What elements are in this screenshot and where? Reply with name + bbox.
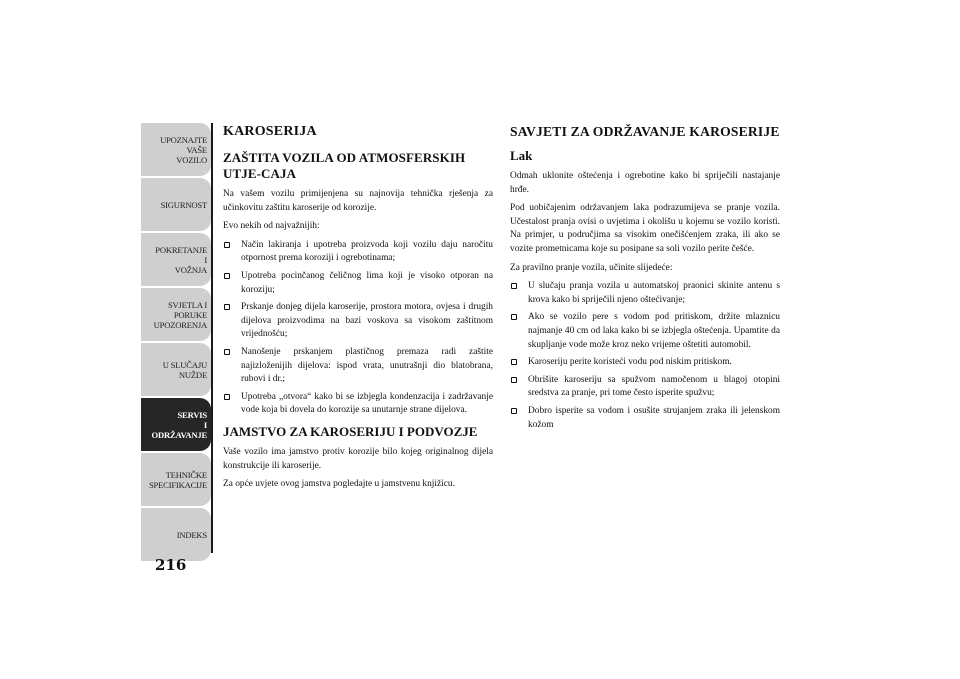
- checkbox-bullet-icon: [224, 273, 230, 279]
- list-item: Karoseriju perite koristeći vodu pod niskim pritiskom.: [510, 356, 780, 370]
- chapter-tab-label: SERVIS: [177, 409, 207, 420]
- chapter-tabs: [141, 123, 211, 563]
- list-item: U slučaju pranja vozila u automatskoj praonici skinite antenu s krova kako bi spriječili njeno oštećivanje;: [510, 280, 780, 307]
- paragraph: Pod uobičajenim održavanjem laka podrazumijeva se pranje vozila. Učestalost pranja ovisi o uvjetima i okolišu u kojemu se vozilo koristi. Na primjer, u područjima sa visokim onečišćenjem zraka, ili ako se vozite prometnicama koje su posipane sa soli vozilo perite češće.: [510, 203, 780, 254]
- chapter-tab-label: UPOZNAJTE: [160, 134, 207, 145]
- chapter-tab[interactable]: [141, 453, 211, 506]
- chapter-tab-label: VAŠE: [186, 144, 207, 155]
- sidebar-divider: [211, 123, 213, 553]
- chapter-tab-label: SVJETLA I: [167, 299, 207, 310]
- chapter-tab[interactable]: [141, 508, 211, 561]
- right-column: [510, 124, 780, 436]
- chapter-tab-label: SIGURNOST: [160, 199, 207, 210]
- chapter-tab-label: POKRETANJE: [155, 244, 207, 255]
- chapter-tab-label: VOŽNJA: [174, 264, 207, 275]
- paragraph: Na vašem vozilu primijenjena su najnovija tehnička rješenja za učinkovitu zaštitu karoserije od korozije.: [223, 189, 493, 213]
- paragraph: Za opće uvjete ovog jamstva pogledajte u jamstvenu knjižicu.: [223, 479, 455, 490]
- page-number: 216: [155, 556, 187, 574]
- list-item: Obrišite karoseriju sa spužvom namočenom u blagoj otopini sredstva za pranje, pri tome često isperite spužvu;: [510, 374, 780, 401]
- chapter-tab-label: INDEKS: [176, 529, 207, 540]
- bullet-list: [223, 239, 493, 418]
- checkbox-bullet-icon: [511, 314, 517, 320]
- list-item: Prskanje donjeg dijela karoserije, prostora motora, ovjesa i drugih dijelova proizvodima na bazi voskova sa visokom zaštitnom vrijednošću;: [223, 301, 493, 342]
- chapter-tab[interactable]: [141, 343, 211, 396]
- checkbox-bullet-icon: [511, 408, 517, 414]
- section-title: KAROSERIJA: [223, 124, 317, 139]
- paragraph: Odmah uklonite oštećenja i ogrebotine kako bi spriječili nastajanje hrđe.: [510, 171, 780, 195]
- bullet-list: [510, 280, 780, 432]
- chapter-tab-label: I: [203, 419, 207, 430]
- paragraph: Evo nekih od najvažnijih:: [223, 221, 320, 232]
- chapter-tab-label: SPECIFIKACIJE: [148, 479, 207, 490]
- section-heading-warranty: JAMSTVO ZA KAROSERIJU I PODVOZJE: [223, 423, 478, 439]
- chapter-tab[interactable]: [141, 233, 211, 286]
- checkbox-bullet-icon: [224, 394, 230, 400]
- chapter-tab[interactable]: [141, 288, 211, 341]
- chapter-tab-label: TEHNIČKE: [165, 469, 207, 480]
- chapter-tab-label: I: [204, 254, 207, 265]
- list-item: Nanošenje prskanjem plastičnog premaza radi zaštite najizloženijih dijelova: ispod vrata, unutrašnji dio blatobrana, rubovi i dr.;: [223, 346, 493, 387]
- checkbox-bullet-icon: [511, 377, 517, 383]
- list-item: Upotreba pocinčanog čeličnog lima koji je visoko otporan na koroziju;: [223, 270, 493, 297]
- left-column: [223, 124, 493, 497]
- chapter-tab-label: U SLUČAJU: [162, 359, 207, 370]
- chapter-tab-label: PORUKE: [173, 309, 207, 320]
- chapter-tab[interactable]: [141, 398, 211, 451]
- list-item: Ako se vozilo pere s vodom pod pritiskom, držite mlaznicu najmanje 40 cm od laka kako bi se izbjegla oštećenja. Upamtite da skupljanje vode može kroz neko vrijeme oštetiti automobil.: [510, 311, 780, 352]
- checkbox-bullet-icon: [511, 283, 517, 289]
- list-item: Dobro isperite sa vodom i osušite strujanjem zraka ili jelenskom kožom: [510, 405, 780, 432]
- chapter-tab-label: UPOZORENJA: [153, 319, 207, 330]
- section-title: SAVJETI ZA ODRŽAVANJE KAROSERIJE: [510, 124, 780, 139]
- chapter-tab-label: VOZILO: [176, 154, 207, 165]
- chapter-tab-label: NUŽDE: [178, 369, 207, 380]
- chapter-tab-label: ODRŽAVANJE: [151, 429, 207, 440]
- section-heading-protection: ZAŠTITA VOZILA OD ATMOSFERSKIH UTJE-CAJA: [223, 150, 466, 181]
- chapter-tab[interactable]: [141, 123, 211, 176]
- list-item: Način lakiranja i upotreba proizvoda koji vozilu daju naročitu otpornost prema koroziji i ogrebotinama;: [223, 239, 493, 266]
- subheading-paint: Lak: [510, 148, 533, 163]
- chapter-tab[interactable]: [141, 178, 211, 231]
- checkbox-bullet-icon: [224, 349, 230, 355]
- checkbox-bullet-icon: [224, 304, 230, 310]
- paragraph: Vaše vozilo ima jamstvo protiv korozije bilo kojeg originalnog dijela konstrukcije ili karoserije.: [223, 446, 493, 471]
- checkbox-bullet-icon: [224, 242, 230, 248]
- paragraph: Za pravilno pranje vozila, učinite slijedeće:: [510, 262, 673, 273]
- list-item: Upotreba „otvora“ kako bi se izbjegla kondenzacija i zadržavanje vode koja bi dovela do korozije sa unutarnje strane dijelova.: [223, 391, 493, 418]
- checkbox-bullet-icon: [511, 359, 517, 365]
